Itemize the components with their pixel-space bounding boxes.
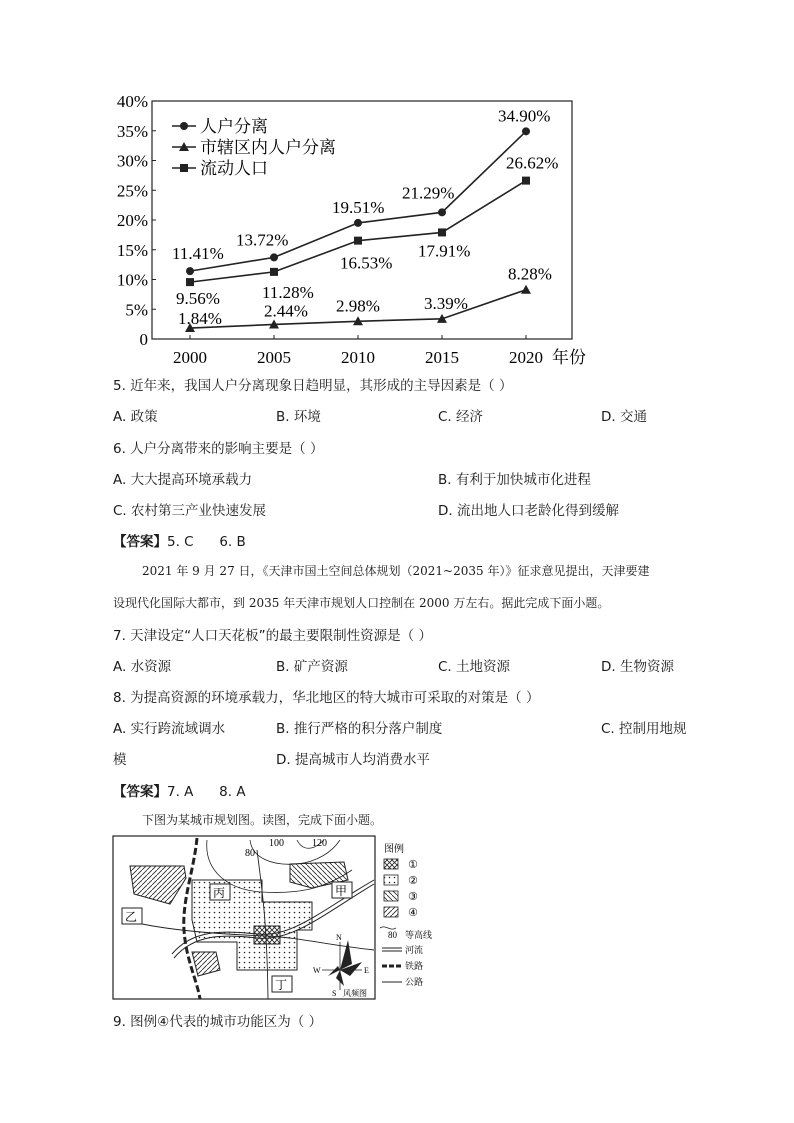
q6-option-c[interactable]: C. 农村第三产业快速发展	[113, 503, 267, 519]
zone-4-area-west	[130, 866, 186, 904]
y-tick-label: 20%	[116, 211, 148, 230]
q7-option-a[interactable]: A. 水资源	[113, 659, 172, 675]
y-tick-label: 5%	[125, 300, 148, 320]
x-tick-label: 2015	[425, 348, 459, 367]
data-point-0-3	[438, 208, 446, 216]
q7-option-c[interactable]: C. 土地资源	[438, 659, 511, 675]
place-ding: 丁	[275, 978, 288, 992]
answer-tag: 【答案】	[113, 784, 167, 800]
data-label: 2.44%	[264, 301, 308, 321]
legend-label: 流动人口	[200, 159, 268, 178]
data-label: 16.53%	[340, 253, 393, 273]
y-tick-label: 0	[139, 330, 148, 349]
contour-label-80: 80	[245, 848, 255, 859]
zone-4-area-south	[192, 952, 220, 976]
data-label: 17.91%	[418, 241, 471, 261]
data-label: 1.84%	[178, 309, 222, 329]
x-tick-label: 2005	[257, 348, 291, 367]
legend-railway: 铁路	[405, 962, 424, 972]
contour-label-100: 100	[269, 838, 284, 849]
data-label: 13.72%	[236, 230, 289, 250]
legend-title: 图例	[384, 844, 404, 855]
data-point-0-4	[522, 127, 530, 135]
y-tick-label: 40%	[116, 95, 148, 111]
q7-option-d[interactable]: D. 生物资源	[601, 659, 674, 675]
answer-tag: 【答案】	[113, 534, 167, 550]
q8-option-c[interactable]: C. 控制用地规	[601, 721, 687, 737]
intro-9: 下图为某城市规划图。读图，完成下面小题。	[142, 813, 383, 827]
q8-option-d[interactable]: D. 提高城市人均消费水平	[276, 752, 430, 768]
data-point-0-1	[270, 253, 278, 261]
data-point-1-4	[521, 285, 531, 294]
legend-label: 市辖区内人户分离	[200, 138, 336, 157]
data-label: 3.39%	[424, 293, 468, 313]
q8-option-a[interactable]: A. 实行跨流域调水	[113, 721, 226, 737]
data-label: 21.29%	[402, 183, 455, 203]
data-label: 11.41%	[172, 244, 224, 264]
zone-1-commercial	[254, 926, 280, 944]
data-label: 8.28%	[508, 264, 552, 284]
data-point-0-2	[354, 219, 362, 227]
legend-item-3: ③	[408, 890, 418, 903]
data-point-2-1	[270, 268, 278, 276]
y-tick-label: 30%	[116, 151, 148, 171]
answer-7-8	[113, 780, 246, 800]
q6-option-d[interactable]: D. 流出地人口老龄化得到缓解	[438, 503, 619, 519]
q7-stem: 7. 天津设定“人口天花板”的最主要限制性资源是（ ）	[113, 628, 432, 644]
legend-item-1: ①	[408, 858, 418, 871]
y-tick-label: 25%	[116, 181, 148, 201]
data-label: 9.56%	[176, 289, 220, 309]
x-tick-label: 2020	[509, 348, 543, 367]
contour-label-120: 120	[312, 838, 327, 849]
data-label: 2.98%	[336, 296, 380, 316]
legend-river: 河流	[405, 946, 424, 956]
map-legend	[380, 842, 432, 988]
q7-option-b[interactable]: B. 矿产资源	[276, 659, 348, 675]
intro-7-8-line2: 设现代化国际大都市，到 2035 年天津市规划人口控制在 2000 万左右。据此完成下面小题。	[113, 596, 610, 610]
data-point-2-4	[522, 177, 530, 185]
answer-5-6	[113, 530, 246, 550]
q5-option-d[interactable]: D. 交通	[601, 409, 647, 425]
data-label: 26.62%	[506, 153, 559, 173]
data-label: 34.90%	[498, 106, 551, 126]
compass-n: N	[336, 933, 342, 942]
compass-caption: 风频图	[343, 989, 367, 998]
intro-7-8-line1: 2021 年 9 月 27 日，《天津市国土空间总体规划（2021~2035 年）》征求意见提出，天津要建	[142, 564, 650, 578]
place-yi: 乙	[125, 910, 138, 924]
q9-stem: 9. 图例④代表的城市功能区为（ ）	[113, 1014, 323, 1030]
legend-contour: 等高线	[405, 931, 433, 941]
q5-option-a[interactable]: A. 政策	[113, 409, 158, 425]
place-bing: 丙	[213, 886, 226, 900]
compass-w: W	[313, 966, 321, 975]
data-label: 19.51%	[332, 197, 385, 217]
data-point-2-2	[354, 237, 362, 245]
legend-road: 公路	[405, 978, 424, 988]
q8-option-b[interactable]: B. 推行严格的积分落户制度	[276, 721, 443, 737]
q8-option-c-continued: 模	[113, 752, 127, 768]
q5-stem: 5. 近年来，我国人户分离现象日趋明显，其形成的主导因素是（ ）	[113, 378, 513, 394]
x-tick-label: 2010	[341, 348, 375, 367]
q6-stem: 6. 人户分离带来的影响主要是（ ）	[113, 441, 324, 457]
legend-marker-0	[180, 122, 188, 130]
q6-option-b[interactable]: B. 有利于加快城市化进程	[438, 472, 591, 488]
data-point-2-0	[186, 278, 194, 286]
data-label: 11.28%	[262, 282, 314, 302]
x-axis-label: 年份	[552, 348, 586, 367]
y-tick-label: 10%	[116, 270, 148, 290]
compass-e: E	[364, 966, 369, 975]
answer-text: 7. A 8. A	[167, 784, 246, 800]
data-point-0-0	[186, 267, 194, 275]
y-tick-label: 15%	[116, 240, 148, 260]
y-tick-label: 35%	[116, 121, 148, 141]
q8-stem: 8. 为提高资源的环境承载力，华北地区的特大城市可采取的对策是（ ）	[113, 690, 540, 706]
q5-option-b[interactable]: B. 环境	[276, 409, 321, 425]
legend-contour-value: 80	[388, 930, 397, 940]
line-chart	[100, 95, 620, 370]
legend-item-2: ②	[408, 874, 418, 887]
legend-label: 人户分离	[200, 117, 268, 136]
q5-option-c[interactable]: C. 经济	[438, 409, 484, 425]
place-jia: 甲	[335, 884, 348, 898]
legend-marker-2	[180, 164, 188, 172]
data-point-2-3	[438, 228, 446, 236]
answer-text: 5. C 6. B	[167, 534, 246, 550]
compass-s: S	[332, 989, 337, 998]
legend-item-4: ④	[408, 906, 418, 919]
q6-option-a[interactable]: A. 大大提高环境承载力	[113, 472, 253, 488]
city-planning-map	[112, 830, 457, 1002]
x-tick-label: 2000	[173, 348, 207, 367]
